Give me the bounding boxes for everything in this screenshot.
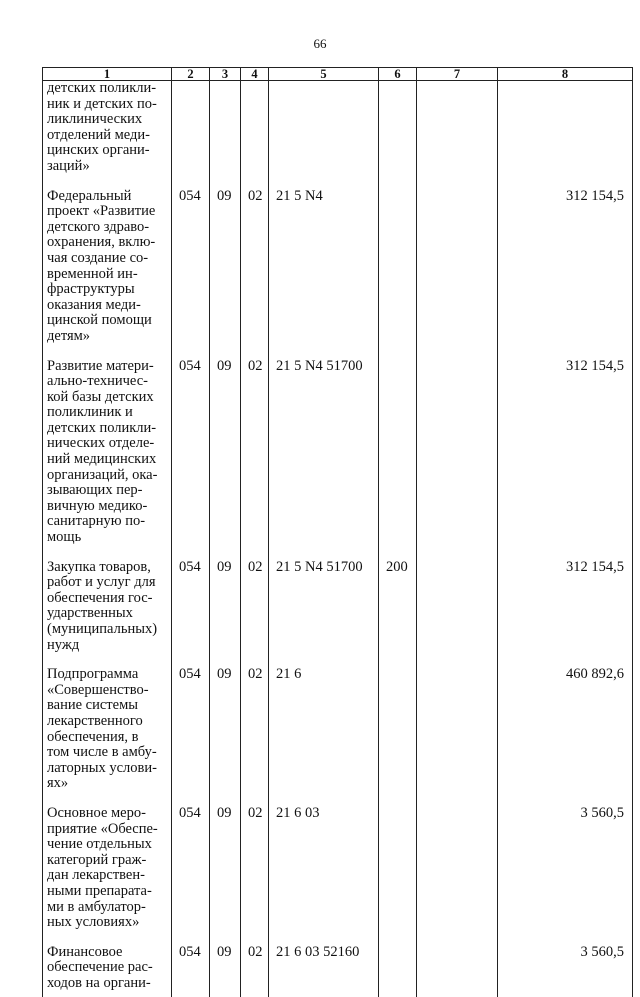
section-code-cell: 09: [210, 667, 241, 806]
row-name-line: «Совершенство-: [47, 683, 167, 699]
row-name-line: поликлиник и: [47, 405, 167, 421]
row-name-line: нических отделе-: [47, 436, 167, 452]
subsection-code-cell: 02: [241, 667, 269, 806]
column-7-cell: [417, 945, 498, 997]
row-name-line: цинской помощи: [47, 313, 167, 329]
row-name-line: латорных услови-: [47, 761, 167, 777]
table-row: [43, 560, 633, 668]
column-header-2: 2: [172, 68, 210, 81]
table-row: [43, 806, 633, 945]
table-row: [43, 81, 633, 189]
row-name-line: дан лекарствен-: [47, 868, 167, 884]
row-name-line: обеспечения гос-: [47, 591, 167, 607]
header-row: [43, 68, 633, 81]
row-name-cell: [43, 189, 172, 359]
admin-code-cell: [172, 81, 210, 189]
budget-table: [42, 67, 633, 997]
row-name-line: чение отдельных: [47, 837, 167, 853]
column-7-cell: [417, 667, 498, 806]
subsection-code-cell: 02: [241, 560, 269, 668]
column-header-4: 4: [241, 68, 269, 81]
row-name-line: Федеральный: [47, 189, 167, 205]
row-name-line: вание системы: [47, 698, 167, 714]
row-name-line: ударственных: [47, 606, 167, 622]
row-name-cell: [43, 945, 172, 997]
row-name-line: вичную медико-: [47, 499, 167, 515]
expense-type-cell: [379, 81, 417, 189]
column-7-cell: [417, 81, 498, 189]
amount-cell: 3 560,5: [498, 806, 633, 945]
amount-cell: 312 154,5: [498, 560, 633, 668]
row-name-line: санитарную по-: [47, 514, 167, 530]
row-name-line: мощь: [47, 530, 167, 546]
row-name-line: (муниципальных): [47, 622, 167, 638]
row-name-line: ально-техничес-: [47, 374, 167, 390]
section-code-cell: 09: [210, 359, 241, 560]
row-name-line: Закупка товаров,: [47, 560, 167, 576]
row-name-line: обеспечения, в: [47, 730, 167, 746]
row-name-line: чая создание со-: [47, 251, 167, 267]
row-name-line: проект «Развитие: [47, 204, 167, 220]
amount-cell: 312 154,5: [498, 359, 633, 560]
row-name-line: том числе в амбу-: [47, 745, 167, 761]
row-name-line: ными препарата-: [47, 884, 167, 900]
row-name-line: фраструктуры: [47, 282, 167, 298]
row-name-line: детям»: [47, 329, 167, 345]
section-code-cell: 09: [210, 806, 241, 945]
row-name-line: работ и услуг для: [47, 575, 167, 591]
row-name-line: детского здраво-: [47, 220, 167, 236]
row-name-line: Подпрограмма: [47, 667, 167, 683]
table-row: [43, 359, 633, 560]
section-code-cell: 09: [210, 945, 241, 997]
column-7-cell: [417, 359, 498, 560]
subsection-code-cell: 02: [241, 806, 269, 945]
row-name-line: ходов на органи-: [47, 976, 167, 992]
target-article-cell: 21 5 N4 51700: [269, 560, 379, 668]
row-name-line: зывающих пер-: [47, 483, 167, 499]
table-header: [43, 68, 633, 81]
table-row: [43, 189, 633, 359]
row-name-cell: [43, 560, 172, 668]
row-name-cell: [43, 81, 172, 189]
row-name-cell: [43, 806, 172, 945]
row-name-line: лекарственного: [47, 714, 167, 730]
target-article-cell: 21 5 N4 51700: [269, 359, 379, 560]
section-code-cell: 09: [210, 560, 241, 668]
row-name-line: отделений меди-: [47, 128, 167, 144]
row-name-line: нужд: [47, 638, 167, 654]
column-header-3: 3: [210, 68, 241, 81]
row-name-cell: [43, 359, 172, 560]
admin-code-cell: 054: [172, 945, 210, 997]
row-name-line: ных условиях»: [47, 915, 167, 931]
expense-type-cell: 200: [379, 560, 417, 668]
expense-type-cell: [379, 806, 417, 945]
subsection-code-cell: 02: [241, 189, 269, 359]
row-name-line: ник и детских по-: [47, 97, 167, 113]
admin-code-cell: 054: [172, 667, 210, 806]
column-7-cell: [417, 560, 498, 668]
row-name-line: кой базы детских: [47, 390, 167, 406]
row-name-line: ях»: [47, 776, 167, 792]
target-article-cell: [269, 81, 379, 189]
row-name-line: временной ин-: [47, 267, 167, 283]
amount-cell: 460 892,6: [498, 667, 633, 806]
row-name-line: обеспечение рас-: [47, 960, 167, 976]
row-name-line: приятие «Обеспе-: [47, 822, 167, 838]
admin-code-cell: 054: [172, 189, 210, 359]
column-header-5: 5: [269, 68, 379, 81]
row-name-line: Развитие матери-: [47, 359, 167, 375]
row-name-line: ми в амбулатор-: [47, 900, 167, 916]
row-name-line: организаций, ока-: [47, 468, 167, 484]
row-name-line: ний медицинских: [47, 452, 167, 468]
expense-type-cell: [379, 667, 417, 806]
row-name-line: цинских органи-: [47, 143, 167, 159]
page-number: 66: [0, 36, 640, 52]
admin-code-cell: 054: [172, 359, 210, 560]
row-name-line: детских поликли-: [47, 81, 167, 97]
column-7-cell: [417, 189, 498, 359]
target-article-cell: 21 5 N4: [269, 189, 379, 359]
row-name-line: Основное меро-: [47, 806, 167, 822]
row-name-line: детских поликли-: [47, 421, 167, 437]
row-name-line: охранения, вклю-: [47, 235, 167, 251]
target-article-cell: 21 6 03: [269, 806, 379, 945]
column-header-6: 6: [379, 68, 417, 81]
amount-cell: [498, 81, 633, 189]
column-header-7: 7: [417, 68, 498, 81]
amount-cell: 3 560,5: [498, 945, 633, 997]
subsection-code-cell: [241, 81, 269, 189]
subsection-code-cell: 02: [241, 945, 269, 997]
column-header-1: 1: [43, 68, 172, 81]
subsection-code-cell: 02: [241, 359, 269, 560]
amount-cell: 312 154,5: [498, 189, 633, 359]
row-name-cell: [43, 667, 172, 806]
section-code-cell: 09: [210, 189, 241, 359]
section-code-cell: [210, 81, 241, 189]
row-name-line: Финансовое: [47, 945, 167, 961]
column-header-8: 8: [498, 68, 633, 81]
row-name-line: заций»: [47, 159, 167, 175]
target-article-cell: 21 6: [269, 667, 379, 806]
table-body: [43, 81, 633, 997]
row-name-line: оказания меди-: [47, 298, 167, 314]
expense-type-cell: [379, 945, 417, 997]
column-7-cell: [417, 806, 498, 945]
row-name-line: ликлинических: [47, 112, 167, 128]
admin-code-cell: 054: [172, 806, 210, 945]
row-name-line: категорий граж-: [47, 853, 167, 869]
table-row: [43, 667, 633, 806]
table-row: [43, 945, 633, 997]
target-article-cell: 21 6 03 52160: [269, 945, 379, 997]
expense-type-cell: [379, 359, 417, 560]
expense-type-cell: [379, 189, 417, 359]
admin-code-cell: 054: [172, 560, 210, 668]
